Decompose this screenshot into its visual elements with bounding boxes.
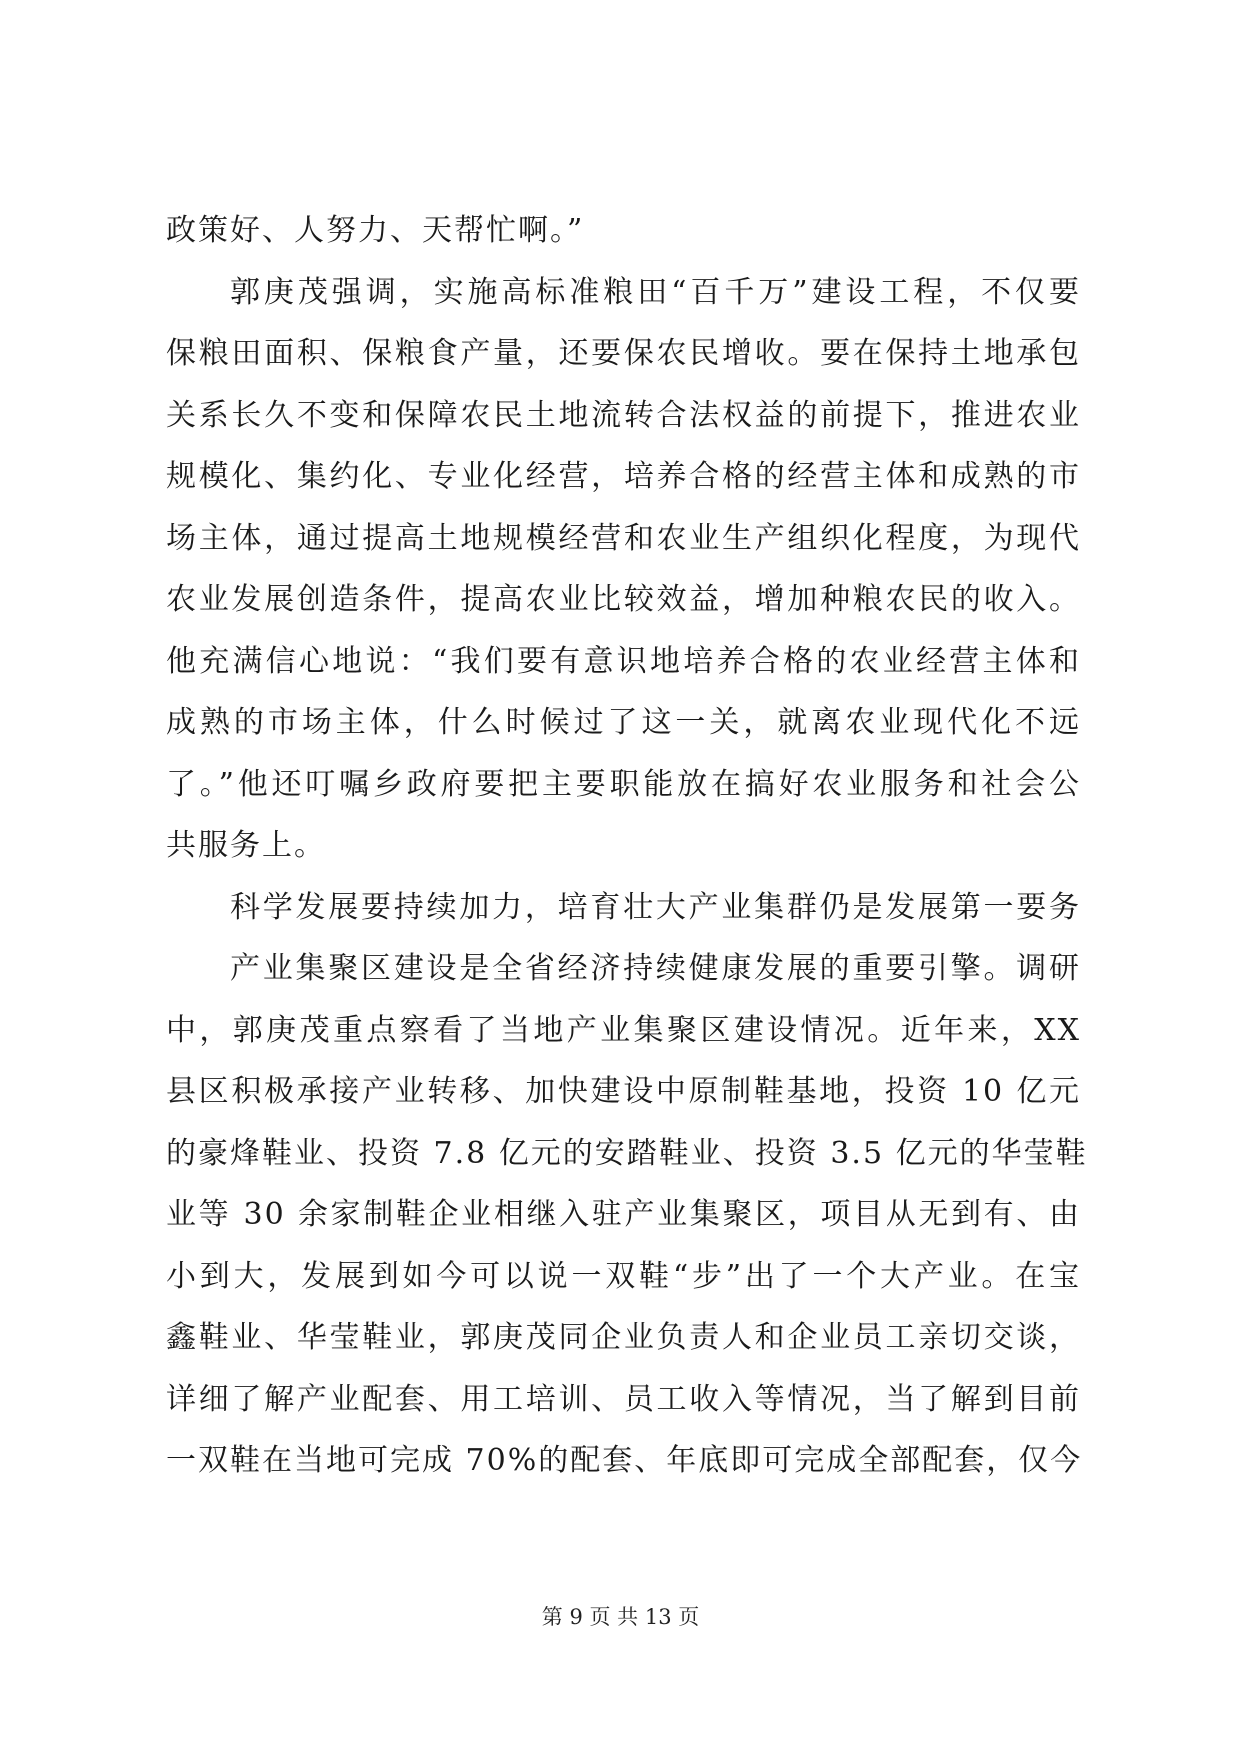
text-line: 的豪烽鞋业、投资 7.8 亿元的安踏鞋业、投资 3.5 亿元的华莹鞋 [166, 1135, 1088, 1171]
text-line: 政策好、人努力、天帮忙啊。” [166, 213, 585, 248]
text-line: 他充满信心地说：“我们要有意识地培养合格的农业经营主体和 [166, 643, 1081, 679]
text-line: 关系长久不变和保障农民土地流转合法权益的前提下，推进农业 [166, 397, 1081, 433]
text-line: 小到大，发展到如今可以说一双鞋“步”出了一个大产业。在宝 [166, 1258, 1081, 1294]
text-line: 农业发展创造条件，提高农业比较效益，增加种粮农民的收入。 [166, 582, 1081, 617]
text-line: 保粮田面积、保粮食产量，还要保农民增收。要在保持土地承包 [166, 336, 1081, 371]
text-line: 郭庚茂强调，实施高标准粮田“百千万”建设工程，不仅要 [230, 274, 1081, 310]
text-line: 科学发展要持续加力，培育壮大产业集群仍是发展第一要务 [230, 889, 1081, 925]
document-body [166, 200, 1088, 1492]
text-line: 共服务上。 [166, 828, 326, 863]
text-line: 中，郭庚茂重点察看了当地产业集聚区建设情况。近年来，XX [166, 1012, 1081, 1048]
text-line: 详细了解产业配套、用工培训、员工收入等情况，当了解到目前 [166, 1381, 1081, 1417]
text-line: 一双鞋在当地可完成 70%的配套、年底即可完成全部配套，仅今 [166, 1443, 1083, 1478]
text-line: 成熟的市场主体，什么时候过了这一关，就离农业现代化不远 [166, 705, 1081, 740]
text-line: 了。”他还叮嘱乡政府要把主要职能放在搞好农业服务和社会公 [166, 766, 1081, 802]
text-line: 县区积极承接产业转移、加快建设中原制鞋基地，投资 10 亿元 [166, 1074, 1081, 1109]
text-line: 产业集聚区建设是全省经济持续健康发展的重要引擎。调研 [230, 951, 1081, 986]
text-line: 业等 30 余家制鞋企业相继入驻产业集聚区，项目从无到有、由 [166, 1197, 1081, 1232]
page-footer: 第 9 页 共 13 页 [541, 1605, 700, 1629]
text-line: 规模化、集约化、专业化经营，培养合格的经营主体和成熟的市 [166, 459, 1081, 494]
text-line: 场主体，通过提高土地规模经营和农业生产组织化程度，为现代 [166, 520, 1081, 556]
text-line: 鑫鞋业、华莹鞋业，郭庚茂同企业负责人和企业员工亲切交谈， [166, 1320, 1081, 1355]
